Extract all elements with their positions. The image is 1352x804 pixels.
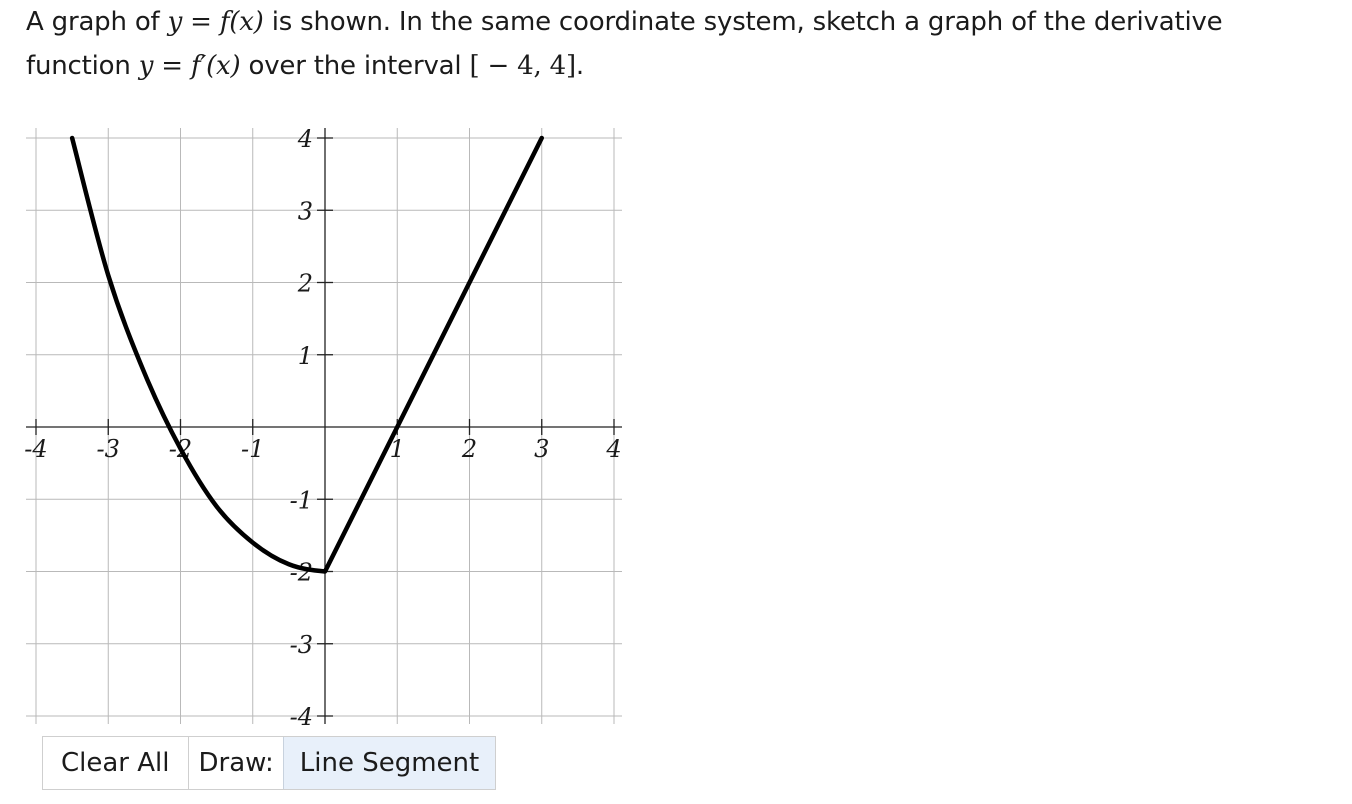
math-fprime-of-x: f′(x) [190, 51, 241, 81]
problem-text: A graph of [26, 7, 160, 37]
y-tick-label: 2 [297, 269, 313, 298]
x-tick-label: 2 [461, 435, 478, 463]
problem-text: function [26, 51, 131, 81]
y-tick-label: 1 [297, 341, 313, 370]
x-tick-label: -2 [168, 435, 193, 463]
y-tick-label: -3 [289, 630, 313, 659]
math-y: y [138, 51, 154, 81]
math-interval: [ − 4, 4] [469, 51, 576, 81]
tick-labels [24, 125, 621, 731]
y-tick-label: -4 [289, 703, 313, 731]
math-y: y [167, 7, 183, 37]
clear-all-button[interactable]: Clear All [43, 737, 189, 789]
x-tick-label: -1 [241, 435, 265, 463]
draw-toolbar [42, 736, 496, 790]
x-tick-label: 3 [534, 435, 550, 463]
x-tick-label: -3 [96, 435, 120, 463]
problem-text: over the interval [248, 51, 462, 81]
x-tick-label: 4 [606, 435, 622, 463]
y-tick-label: 3 [297, 197, 313, 226]
axes [26, 128, 622, 724]
draw-label: Draw: [189, 737, 283, 789]
x-tick-label: -4 [24, 435, 48, 463]
y-tick-label: -2 [289, 558, 313, 587]
grid [26, 128, 622, 724]
problem-text: is shown. In the same coordinate system, sketch a graph of the derivative [271, 7, 1223, 37]
line-segment-tool-button[interactable]: Line Segment [283, 737, 495, 789]
math-f-of-x: f(x) [219, 7, 264, 37]
y-tick-label: -1 [289, 486, 313, 515]
math-equals: = [161, 51, 183, 81]
problem-period: . [575, 51, 584, 81]
math-equals: = [190, 7, 212, 37]
y-tick-label: 4 [297, 125, 313, 153]
x-tick-label: 1 [389, 435, 405, 463]
